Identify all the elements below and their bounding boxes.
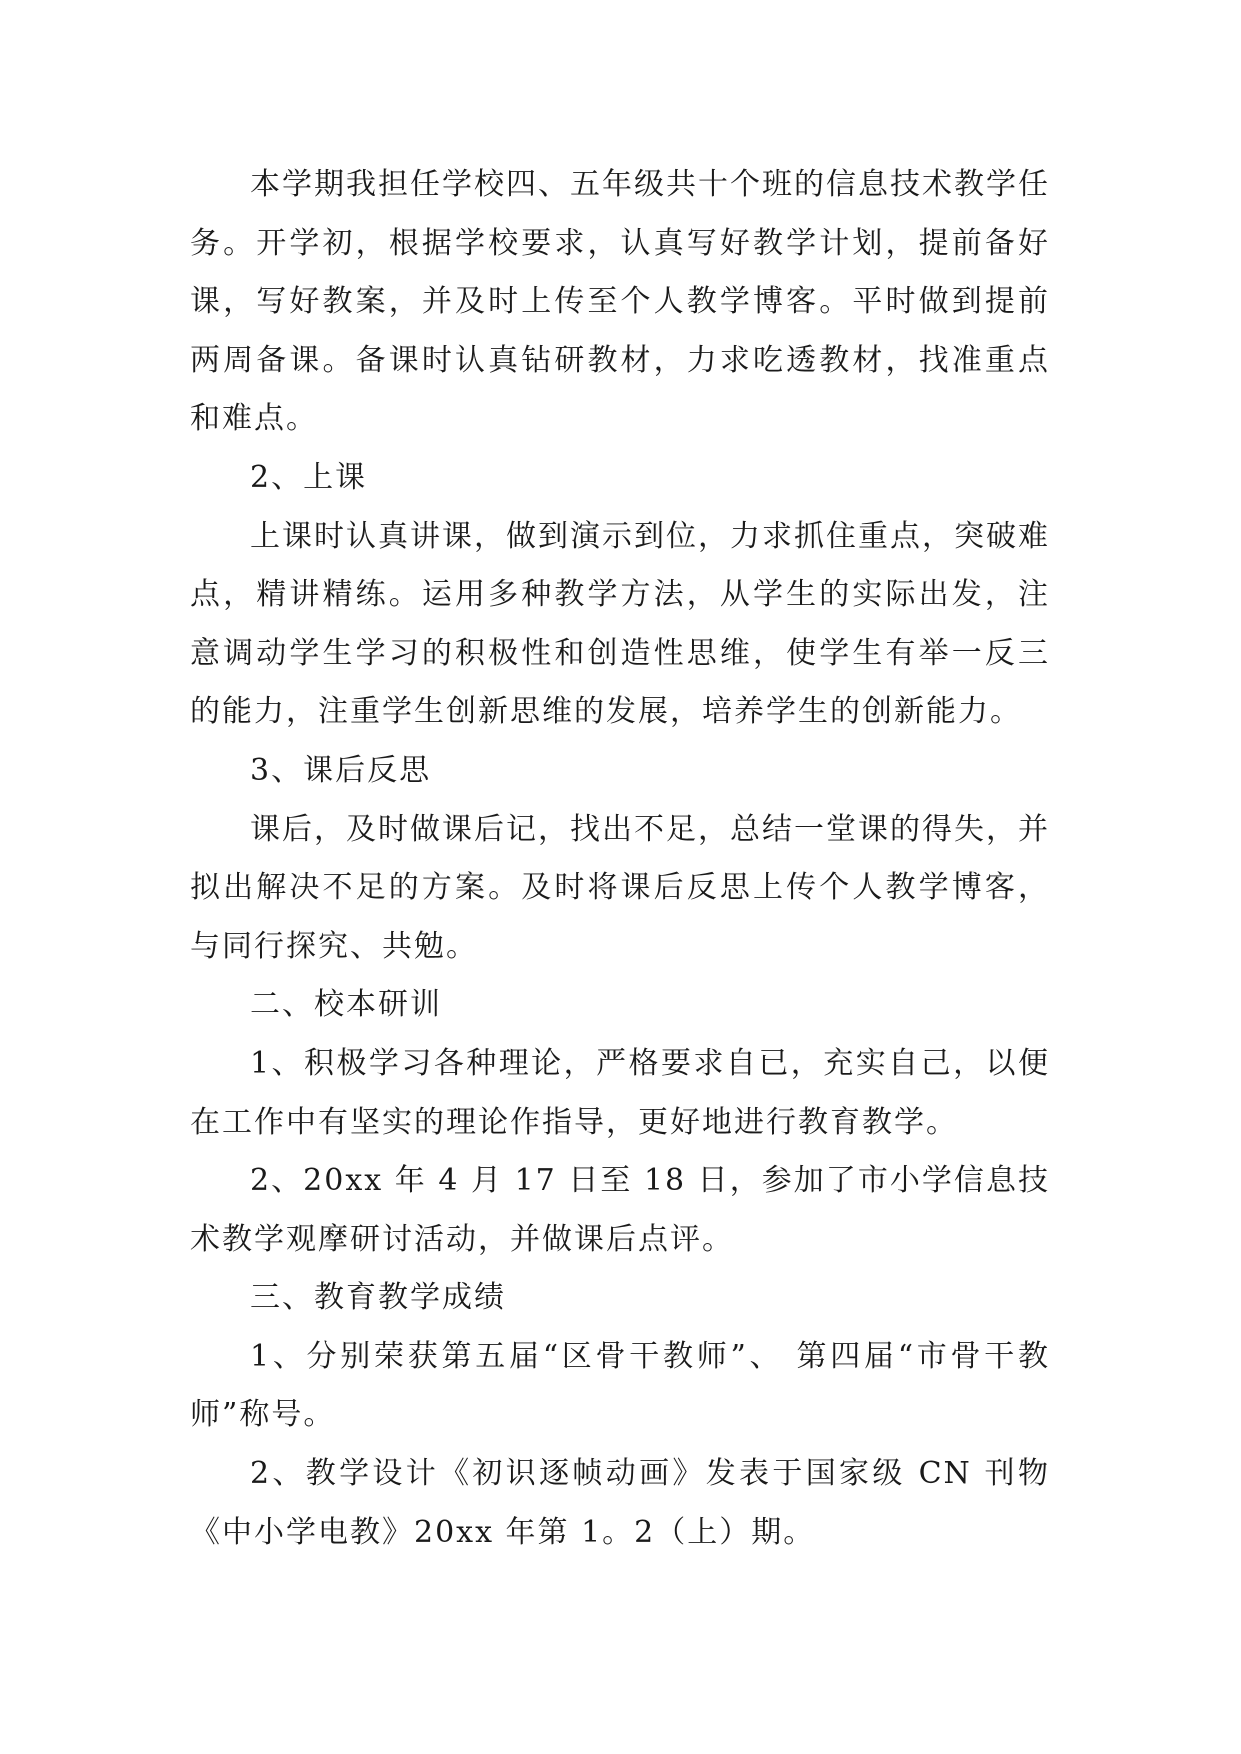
paragraph-award: 1、分别荣获第五届“区骨干教师”、 第四届“市骨干教师”称号。 (190, 1338, 1050, 1433)
heading-reflection: 3、课后反思 (250, 752, 432, 788)
paragraph-publication: 2、教学设计《初识逐帧动画》发表于国家级 CN 刊物《中小学电教》20xx 年第 1。2（上）期。 (190, 1456, 1050, 1550)
heading-achievements: 三、教育教学成绩 (250, 1280, 506, 1316)
paragraph-lesson-prep: 本学期我担任学校四、五年级共十个班的信息技术教学任务。开学初，根据学校要求，认真写好教学计划，提前备好课，写好教案，并及时上传至个人教学博客。平时做到提前两周备课。备课时认真钻研教材，力求吃透教材，找准重点和难点。 (190, 167, 1050, 437)
heading-school-training: 二、校本研训 (250, 987, 442, 1023)
heading-class-teaching: 2、上课 (250, 459, 368, 495)
paragraph-reflection: 课后，及时做课后记，找出不足，总结一堂课的得失，并拟出解决不足的方案。及时将课后反思上传个人教学博客，与同行探究、共勉。 (190, 811, 1050, 964)
paragraph-theory-study: 1、积极学习各种理论，严格要求自已，充实自己，以便在工作中有坚实的理论作指导，更好地进行教育教学。 (190, 1045, 1050, 1140)
paragraph-seminar: 2、20xx 年 4 月 17 日至 18 日，参加了市小学信息技术教学观摩研讨活动，并做课后点评。 (190, 1163, 1050, 1257)
document-body (190, 156, 1050, 1562)
paragraph-class-teaching: 上课时认真讲课，做到演示到位，力求抓住重点，突破难点，精讲精练。运用多种教学方法，从学生的实际出发，注意调动学生学习的积极性和创造性思维，使学生有举一反三的能力，注重学生创新思维的发展，培养学生的创新能力。 (190, 518, 1050, 730)
